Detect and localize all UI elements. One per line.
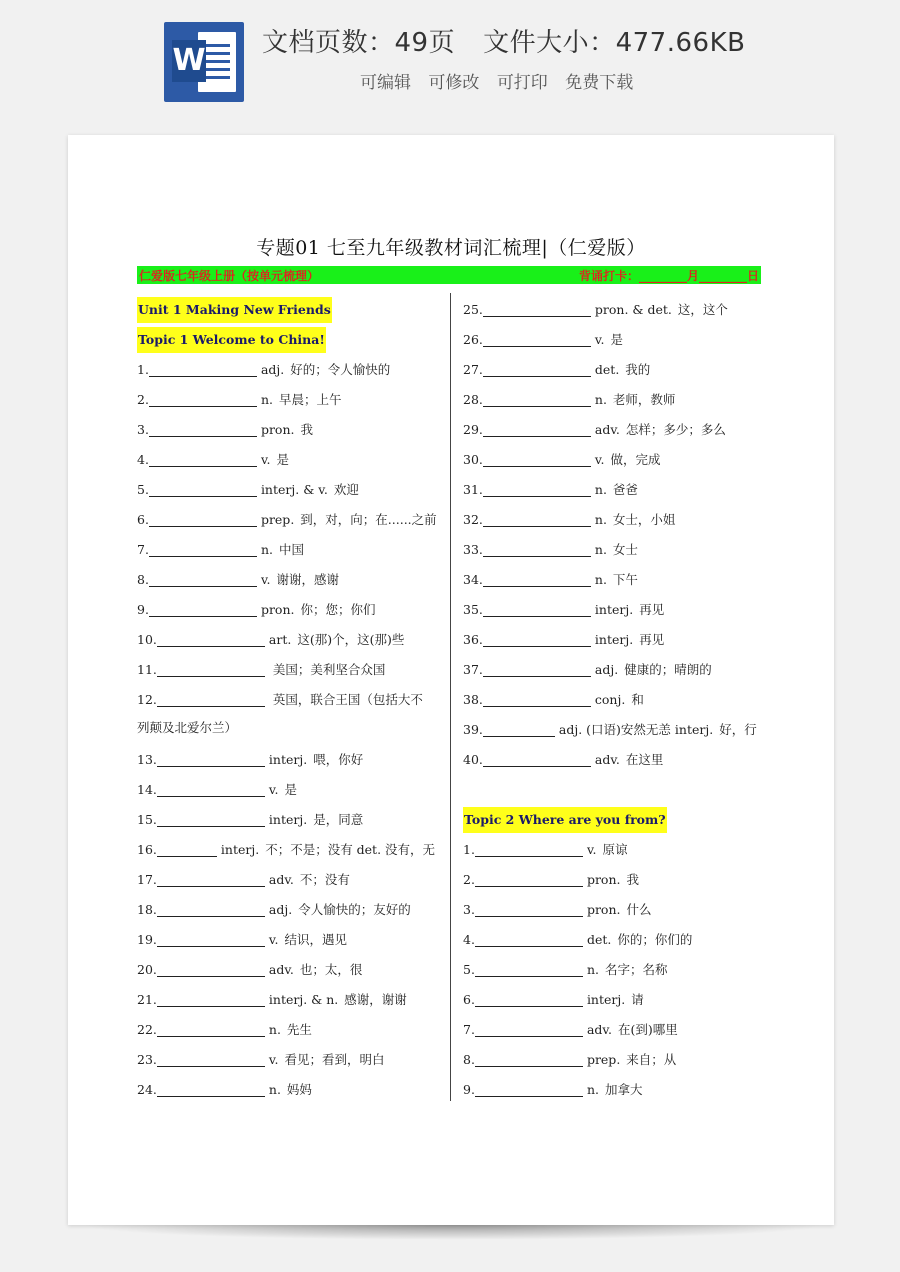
vocab-row bbox=[463, 445, 773, 475]
answer-blank[interactable] bbox=[475, 874, 583, 887]
vocab-number: 15. bbox=[137, 812, 157, 827]
vocab-number: 27. bbox=[463, 362, 483, 377]
part-of-speech: n. bbox=[594, 392, 607, 407]
word-meaning: 再见 bbox=[639, 602, 665, 617]
vocab-list-right-b bbox=[463, 835, 773, 1105]
feature-modifiable: 可修改 bbox=[428, 73, 480, 93]
vocab-row bbox=[463, 865, 773, 895]
vocab-number: 31. bbox=[463, 482, 483, 497]
answer-blank[interactable] bbox=[475, 844, 583, 857]
answer-blank[interactable] bbox=[483, 514, 591, 527]
vocab-row bbox=[137, 775, 447, 805]
vocab-number: 7. bbox=[137, 542, 149, 557]
vocab-number: 38. bbox=[463, 692, 483, 707]
word-meaning: 是，同意 bbox=[313, 812, 364, 827]
word-meaning: 和 bbox=[631, 692, 644, 707]
word-meaning: 早晨；上午 bbox=[278, 392, 342, 407]
part-of-speech: pron. bbox=[260, 602, 295, 617]
answer-blank[interactable] bbox=[149, 484, 257, 497]
word-meaning: 先生 bbox=[286, 1022, 312, 1037]
part-of-speech: v. bbox=[594, 452, 605, 467]
part-of-speech: pron. bbox=[260, 422, 295, 437]
answer-blank[interactable] bbox=[483, 544, 591, 557]
part-of-speech: v. bbox=[260, 572, 271, 587]
vocab-number: 34. bbox=[463, 572, 483, 587]
word-meaning: 老师，教师 bbox=[612, 392, 676, 407]
file-info bbox=[262, 22, 773, 59]
vocab-number: 12. bbox=[137, 692, 157, 707]
file-size: 文件大小：477.66KB bbox=[483, 28, 746, 58]
vocab-number: 2. bbox=[137, 392, 149, 407]
part-of-speech: prep. bbox=[260, 512, 295, 527]
word-meaning: 到，对，向；在......之前 bbox=[300, 512, 437, 527]
vocab-row bbox=[137, 445, 447, 475]
part-of-speech: interj. bbox=[268, 812, 308, 827]
word-meaning: 结识，遇见 bbox=[284, 932, 347, 947]
answer-blank[interactable] bbox=[157, 664, 265, 677]
vocab-number: 26. bbox=[463, 332, 483, 347]
part-of-speech: v. bbox=[586, 842, 597, 857]
vocab-number: 30. bbox=[463, 452, 483, 467]
vocab-number: 1. bbox=[137, 362, 149, 377]
part-of-speech: n. bbox=[268, 1082, 281, 1097]
word-meaning: 是 bbox=[610, 332, 623, 347]
word-meaning: 也；太，很 bbox=[299, 962, 363, 977]
vocab-number: 13. bbox=[137, 752, 157, 767]
part-of-speech: adj. bbox=[594, 662, 619, 677]
vocab-number: 29. bbox=[463, 422, 483, 437]
vocab-row bbox=[463, 535, 773, 565]
vocab-row bbox=[137, 835, 447, 865]
vocab-row bbox=[137, 865, 447, 895]
vocab-row bbox=[463, 835, 773, 865]
word-meaning: 你的；你们的 bbox=[617, 932, 693, 947]
answer-blank[interactable] bbox=[149, 544, 257, 557]
vocab-number: 18. bbox=[137, 902, 157, 917]
word-meaning: 是 bbox=[276, 452, 290, 467]
vocab-number: 17. bbox=[137, 872, 157, 887]
vocab-number: 9. bbox=[137, 602, 149, 617]
part-of-speech: adv. bbox=[594, 752, 620, 767]
part-of-speech: v. bbox=[268, 1052, 279, 1067]
word-meaning: 我的 bbox=[625, 362, 651, 377]
word-meaning: 这(那)个，这(那)些 bbox=[297, 632, 405, 647]
part-of-speech: n. bbox=[586, 1082, 599, 1097]
word-doc-icon bbox=[164, 22, 244, 102]
vocab-row bbox=[137, 925, 447, 955]
answer-blank[interactable] bbox=[157, 634, 265, 647]
word-meaning: 名字；名称 bbox=[604, 962, 668, 977]
vocab-row bbox=[463, 895, 773, 925]
vocab-list-right-a bbox=[463, 295, 773, 775]
vocab-row bbox=[463, 1045, 773, 1075]
vocab-number: 32. bbox=[463, 512, 483, 527]
vocab-row bbox=[463, 325, 773, 355]
answer-blank[interactable] bbox=[483, 754, 591, 767]
vocab-row bbox=[463, 595, 773, 625]
vocab-number: 5. bbox=[463, 962, 475, 977]
answer-blank[interactable] bbox=[483, 454, 591, 467]
part-of-speech: interj. & v. bbox=[260, 482, 328, 497]
topic-heading-row bbox=[137, 325, 447, 355]
vocab-row bbox=[137, 745, 447, 775]
part-of-speech: n. bbox=[594, 512, 607, 527]
vocab-number: 14. bbox=[137, 782, 157, 797]
answer-blank[interactable] bbox=[483, 424, 591, 437]
vocab-list-left-b bbox=[137, 745, 447, 1105]
vocab-number: 40. bbox=[463, 752, 483, 767]
topic2-heading-row bbox=[463, 805, 773, 835]
answer-blank[interactable] bbox=[157, 874, 265, 887]
vocab-number: 35. bbox=[463, 602, 483, 617]
word-meaning: 原谅 bbox=[602, 842, 628, 857]
answer-blank[interactable] bbox=[483, 394, 591, 407]
vocab-row bbox=[463, 415, 773, 445]
vocab-number: 8. bbox=[463, 1052, 475, 1067]
vocab-number: 4. bbox=[137, 452, 149, 467]
word-meaning: 我 bbox=[626, 872, 639, 887]
answer-blank[interactable] bbox=[157, 754, 265, 767]
part-of-speech: v. bbox=[594, 332, 605, 347]
word-meaning: 我 bbox=[300, 422, 313, 437]
vocab-row bbox=[137, 1075, 447, 1105]
vocab-row bbox=[137, 415, 447, 445]
vocab-number: 6. bbox=[137, 512, 149, 527]
vocab-number: 37. bbox=[463, 662, 483, 677]
vocab-row bbox=[463, 955, 773, 985]
vocab-row bbox=[137, 355, 447, 385]
word-meaning: 中国 bbox=[278, 542, 304, 557]
word-meaning: 好的；令人愉快的 bbox=[290, 362, 391, 377]
word-meaning: 不；没有 bbox=[299, 872, 350, 887]
part-of-speech: adv. bbox=[586, 1022, 612, 1037]
vocab-row bbox=[463, 685, 773, 715]
part-of-speech: v. bbox=[260, 452, 271, 467]
vocab-number: 1. bbox=[463, 842, 475, 857]
answer-blank[interactable] bbox=[483, 604, 591, 617]
word-meaning: 在(到)哪里 bbox=[617, 1022, 678, 1037]
answer-blank[interactable] bbox=[483, 484, 591, 497]
vocab-row bbox=[463, 985, 773, 1015]
part-of-speech: prep. bbox=[586, 1052, 621, 1067]
part-of-speech: n. bbox=[594, 482, 607, 497]
part-of-speech: interj. & n. bbox=[268, 992, 339, 1007]
vocab-number: 36. bbox=[463, 632, 483, 647]
left-column bbox=[137, 295, 447, 1105]
vocab-number: 5. bbox=[137, 482, 149, 497]
vocab-row bbox=[463, 745, 773, 775]
part-of-speech: det. bbox=[594, 362, 620, 377]
vocab-number: 28. bbox=[463, 392, 483, 407]
vocab-row bbox=[463, 385, 773, 415]
vocab-number: 11. bbox=[137, 662, 157, 677]
word-meaning: 加拿大 bbox=[604, 1082, 643, 1097]
answer-blank[interactable] bbox=[483, 694, 591, 707]
part-of-speech: pron. & det. bbox=[594, 302, 672, 317]
answer-blank[interactable] bbox=[149, 574, 257, 587]
word-meaning: 什么 bbox=[626, 902, 652, 917]
part-of-speech: n. bbox=[594, 572, 607, 587]
vocab-number: 4. bbox=[463, 932, 475, 947]
word-meaning: 请 bbox=[631, 992, 644, 1007]
vocab-number: 9. bbox=[463, 1082, 475, 1097]
vocab-row bbox=[463, 505, 773, 535]
word-meaning: 在这里 bbox=[625, 752, 664, 767]
vocab-number: 21. bbox=[137, 992, 157, 1007]
part-of-speech: adj. bbox=[268, 902, 293, 917]
part-of-speech: n. bbox=[268, 1022, 281, 1037]
word-meaning: 来自；从 bbox=[626, 1052, 677, 1067]
answer-blank[interactable] bbox=[483, 304, 591, 317]
answer-blank[interactable] bbox=[475, 1084, 583, 1097]
feature-list bbox=[360, 68, 645, 93]
banner-checkin: 背诵打卡：________月________日 bbox=[578, 269, 759, 283]
vocab-row bbox=[137, 805, 447, 835]
vocab-row bbox=[463, 565, 773, 595]
word-meaning: 健康的；晴朗的 bbox=[624, 662, 712, 677]
vocab-row bbox=[137, 535, 447, 565]
word-meaning: 你；您；你们 bbox=[300, 602, 376, 617]
vocab-number: 6. bbox=[463, 992, 475, 1007]
word-meaning: 令人愉快的；友好的 bbox=[298, 902, 411, 917]
part-of-speech: adv. bbox=[268, 872, 294, 887]
vocab-number: 2. bbox=[463, 872, 475, 887]
banner-grade: 仁爱版七年级上册（按单元梳理） bbox=[139, 269, 320, 283]
vocab-row bbox=[137, 625, 447, 655]
document-page bbox=[68, 135, 834, 1225]
word-meaning: 是 bbox=[284, 782, 297, 797]
vocab-number: 20. bbox=[137, 962, 157, 977]
word-meaning: 欢迎 bbox=[333, 482, 359, 497]
part-of-speech: n. bbox=[260, 542, 273, 557]
page-count: 文档页数：49页 bbox=[262, 28, 456, 58]
vocab-row bbox=[137, 1045, 447, 1075]
feature-free-download: 免费下载 bbox=[565, 73, 634, 93]
vocab-list-left-a bbox=[137, 355, 447, 715]
answer-blank[interactable] bbox=[157, 844, 217, 857]
answer-blank[interactable] bbox=[149, 514, 257, 527]
vocab-row bbox=[137, 655, 447, 685]
answer-blank[interactable] bbox=[157, 904, 265, 917]
vocab-row bbox=[137, 505, 447, 535]
vocab-row bbox=[137, 955, 447, 985]
vocab-row bbox=[137, 565, 447, 595]
vocab-row bbox=[463, 655, 773, 685]
word-meaning: 感谢，谢谢 bbox=[344, 992, 407, 1007]
part-of-speech: pron. bbox=[586, 872, 621, 887]
vocab-row bbox=[137, 595, 447, 625]
vocab-number: 3. bbox=[137, 422, 149, 437]
download-header bbox=[0, 0, 900, 130]
unit-heading: Unit 1 Making New Friends bbox=[137, 297, 332, 323]
part-of-speech: adj. bbox=[260, 362, 285, 377]
answer-blank[interactable] bbox=[157, 814, 265, 827]
vocab-row bbox=[137, 985, 447, 1015]
vocab-number: 39. bbox=[463, 722, 483, 737]
vocab-number: 24. bbox=[137, 1082, 157, 1097]
answer-blank[interactable] bbox=[483, 634, 591, 647]
answer-blank[interactable] bbox=[157, 1084, 265, 1097]
part-of-speech: conj. bbox=[594, 692, 626, 707]
word-meaning: 怎样；多少；多么 bbox=[625, 422, 726, 437]
part-of-speech: interj. bbox=[268, 752, 308, 767]
answer-blank[interactable] bbox=[157, 784, 265, 797]
part-of-speech: n. bbox=[260, 392, 273, 407]
part-of-speech: adv. bbox=[594, 422, 620, 437]
unit-heading-row bbox=[137, 295, 447, 325]
vocab-row bbox=[463, 925, 773, 955]
vocab-row bbox=[463, 475, 773, 505]
page-title: 专题01 七至九年级教材词汇梳理|（仁爱版） bbox=[256, 237, 646, 259]
word-meaning: 谢谢，感谢 bbox=[276, 572, 340, 587]
answer-blank[interactable] bbox=[475, 964, 583, 977]
word-meaning: 下午 bbox=[612, 572, 638, 587]
column-divider bbox=[450, 293, 451, 1101]
answer-blank[interactable] bbox=[157, 934, 265, 947]
part-of-speech: v. bbox=[268, 782, 279, 797]
vocab-number: 22. bbox=[137, 1022, 157, 1037]
vocab-number: 8. bbox=[137, 572, 149, 587]
answer-blank[interactable] bbox=[475, 934, 583, 947]
answer-blank[interactable] bbox=[475, 1024, 583, 1037]
vocab-number: 3. bbox=[463, 902, 475, 917]
word-meaning: 看见；看到，明白 bbox=[284, 1052, 385, 1067]
word-letter: W bbox=[172, 40, 206, 82]
vocab-row bbox=[463, 625, 773, 655]
vocab-number: 19. bbox=[137, 932, 157, 947]
word-meaning: 喂，你好 bbox=[313, 752, 364, 767]
vocab-row bbox=[137, 685, 447, 715]
answer-blank[interactable] bbox=[149, 424, 257, 437]
word-meaning: 妈妈 bbox=[286, 1082, 312, 1097]
answer-blank[interactable] bbox=[157, 1054, 265, 1067]
spacer-row bbox=[463, 775, 773, 805]
word-meaning: 美国；美利坚合众国 bbox=[272, 662, 386, 677]
vocab-number: 25. bbox=[463, 302, 483, 317]
vocab-number: 10. bbox=[137, 632, 157, 647]
part-of-speech: det. bbox=[586, 932, 612, 947]
vocab-number: 7. bbox=[463, 1022, 475, 1037]
part-of-speech: interj. bbox=[586, 992, 626, 1007]
answer-blank[interactable] bbox=[483, 664, 591, 677]
part-of-speech: v. bbox=[268, 932, 279, 947]
vocab-row bbox=[463, 1075, 773, 1105]
word-meaning: 好，行 bbox=[719, 722, 757, 737]
answer-blank[interactable] bbox=[149, 364, 257, 377]
answer-blank[interactable] bbox=[483, 574, 591, 587]
vocab-row bbox=[463, 355, 773, 385]
word-meaning: 英国，联合王国（包括大不 bbox=[272, 692, 423, 707]
vocab-row bbox=[137, 475, 447, 505]
answer-blank[interactable] bbox=[157, 964, 265, 977]
answer-blank[interactable] bbox=[483, 334, 591, 347]
word-meaning: 做，完成 bbox=[610, 452, 661, 467]
answer-blank[interactable] bbox=[483, 364, 591, 377]
part-of-speech: adv. bbox=[268, 962, 294, 977]
word-meaning: 不；不是；没有 det. 没有，无 bbox=[265, 842, 436, 857]
part-of-speech: pron. bbox=[586, 902, 621, 917]
feature-editable: 可编辑 bbox=[360, 73, 411, 93]
answer-blank[interactable] bbox=[157, 1024, 265, 1037]
part-of-speech: interj. bbox=[220, 842, 260, 857]
vocab-row bbox=[137, 385, 447, 415]
word-meaning: 再见 bbox=[639, 632, 665, 647]
vocab-row bbox=[463, 1015, 773, 1045]
part-of-speech: n. bbox=[586, 962, 599, 977]
part-of-speech: adj. (口语)安然无恙 interj. bbox=[558, 722, 714, 737]
word-meaning: 爸爸 bbox=[612, 482, 638, 497]
vocab-number: 23. bbox=[137, 1052, 157, 1067]
part-of-speech: art. bbox=[268, 632, 292, 647]
word-meaning: 女士，小姐 bbox=[612, 512, 676, 527]
answer-blank[interactable] bbox=[157, 694, 265, 707]
vocab-row bbox=[137, 895, 447, 925]
part-of-speech: interj. bbox=[594, 602, 634, 617]
topic1-heading: Topic 1 Welcome to China! bbox=[137, 327, 326, 353]
answer-blank[interactable] bbox=[483, 724, 555, 737]
right-column bbox=[463, 295, 773, 1105]
vocab-row bbox=[463, 295, 773, 325]
vocab-number: 33. bbox=[463, 542, 483, 557]
answer-blank[interactable] bbox=[149, 454, 257, 467]
word-meaning: 女士 bbox=[612, 542, 638, 557]
word-meaning: 这，这个 bbox=[677, 302, 728, 317]
feature-printable: 可打印 bbox=[496, 73, 548, 93]
part-of-speech: interj. bbox=[594, 632, 634, 647]
row12-continuation: 列颠及北爱尔兰） bbox=[137, 720, 238, 735]
vocab-number: 16. bbox=[137, 842, 157, 857]
answer-blank[interactable] bbox=[157, 994, 265, 1007]
topic2-heading: Topic 2 Where are you from? bbox=[463, 807, 667, 833]
answer-blank[interactable] bbox=[475, 904, 583, 917]
answer-blank[interactable] bbox=[475, 994, 583, 1007]
vocab-row bbox=[137, 1015, 447, 1045]
answer-blank[interactable] bbox=[475, 1054, 583, 1067]
vocab-row bbox=[463, 715, 773, 745]
part-of-speech: n. bbox=[594, 542, 607, 557]
section-banner bbox=[137, 266, 761, 284]
answer-blank[interactable] bbox=[149, 604, 257, 617]
answer-blank[interactable] bbox=[149, 394, 257, 407]
